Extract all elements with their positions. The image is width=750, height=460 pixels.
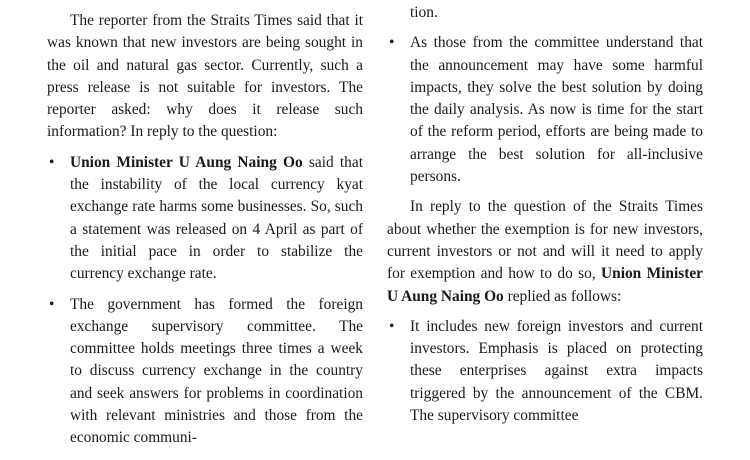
bullet-investors-included xyxy=(387,316,703,427)
paragraph-text: replied as follows: xyxy=(503,287,622,305)
bullet-text: It includes new foreign investors and current investors. Emphasis is placed on protecting these enterprises against extra impacts triggered by the announcement of the CBM. The supervisory committee xyxy=(410,317,703,425)
exemption-paragraph xyxy=(387,196,703,307)
right-bullet-list-bottom xyxy=(387,316,703,427)
bullet-committee xyxy=(47,294,363,450)
right-column xyxy=(387,3,703,427)
bullet-text: As those from the committee understand that the announcement may have some harmful impacts, they solve the best solution by doing the daily analysis. As now is time for the start of the reform period, efforts are being made to arrange the best solution for all-inclusive persons. xyxy=(410,34,703,186)
bullet-minister-statement xyxy=(47,152,363,286)
paragraph-text: In reply to the question of the Straits Times about whether the exemption is for new investors, current investors or not and will it need to apply for exemption and how to do so, xyxy=(387,198,703,283)
left-column xyxy=(47,10,363,450)
bullet-text: said that the instability of the local currency kyat exchange rate harms some businesses. So, such a statement was released on 4 April as part of the initial pace in order to stabilize the currency exchange rate. xyxy=(70,153,363,283)
minister-name: Union Minister U Aung Naing Oo xyxy=(387,265,704,305)
continued-fragment xyxy=(387,2,703,24)
intro-paragraph: The reporter from the Straits Times said that it was known that new investors are being sought in the oil and natural gas sector. Currently, such a press release is not suitable for investors. The reporter asked: why does it release such information? In reply to the question: xyxy=(47,12,363,141)
fragment-text: tion. xyxy=(410,4,438,21)
right-bullet-list-top xyxy=(387,32,703,188)
minister-name: Union Minister U Aung Naing Oo xyxy=(70,153,303,171)
left-bullet-list xyxy=(47,152,363,450)
bullet-committee-understanding xyxy=(387,32,703,188)
bullet-text: The government has formed the foreign exchange supervisory committee. The committee holds meetings three times a week to discuss currency exchange in the country and seek answers for problems in coordination with relevant ministries and those from the economic communi- xyxy=(70,295,363,447)
